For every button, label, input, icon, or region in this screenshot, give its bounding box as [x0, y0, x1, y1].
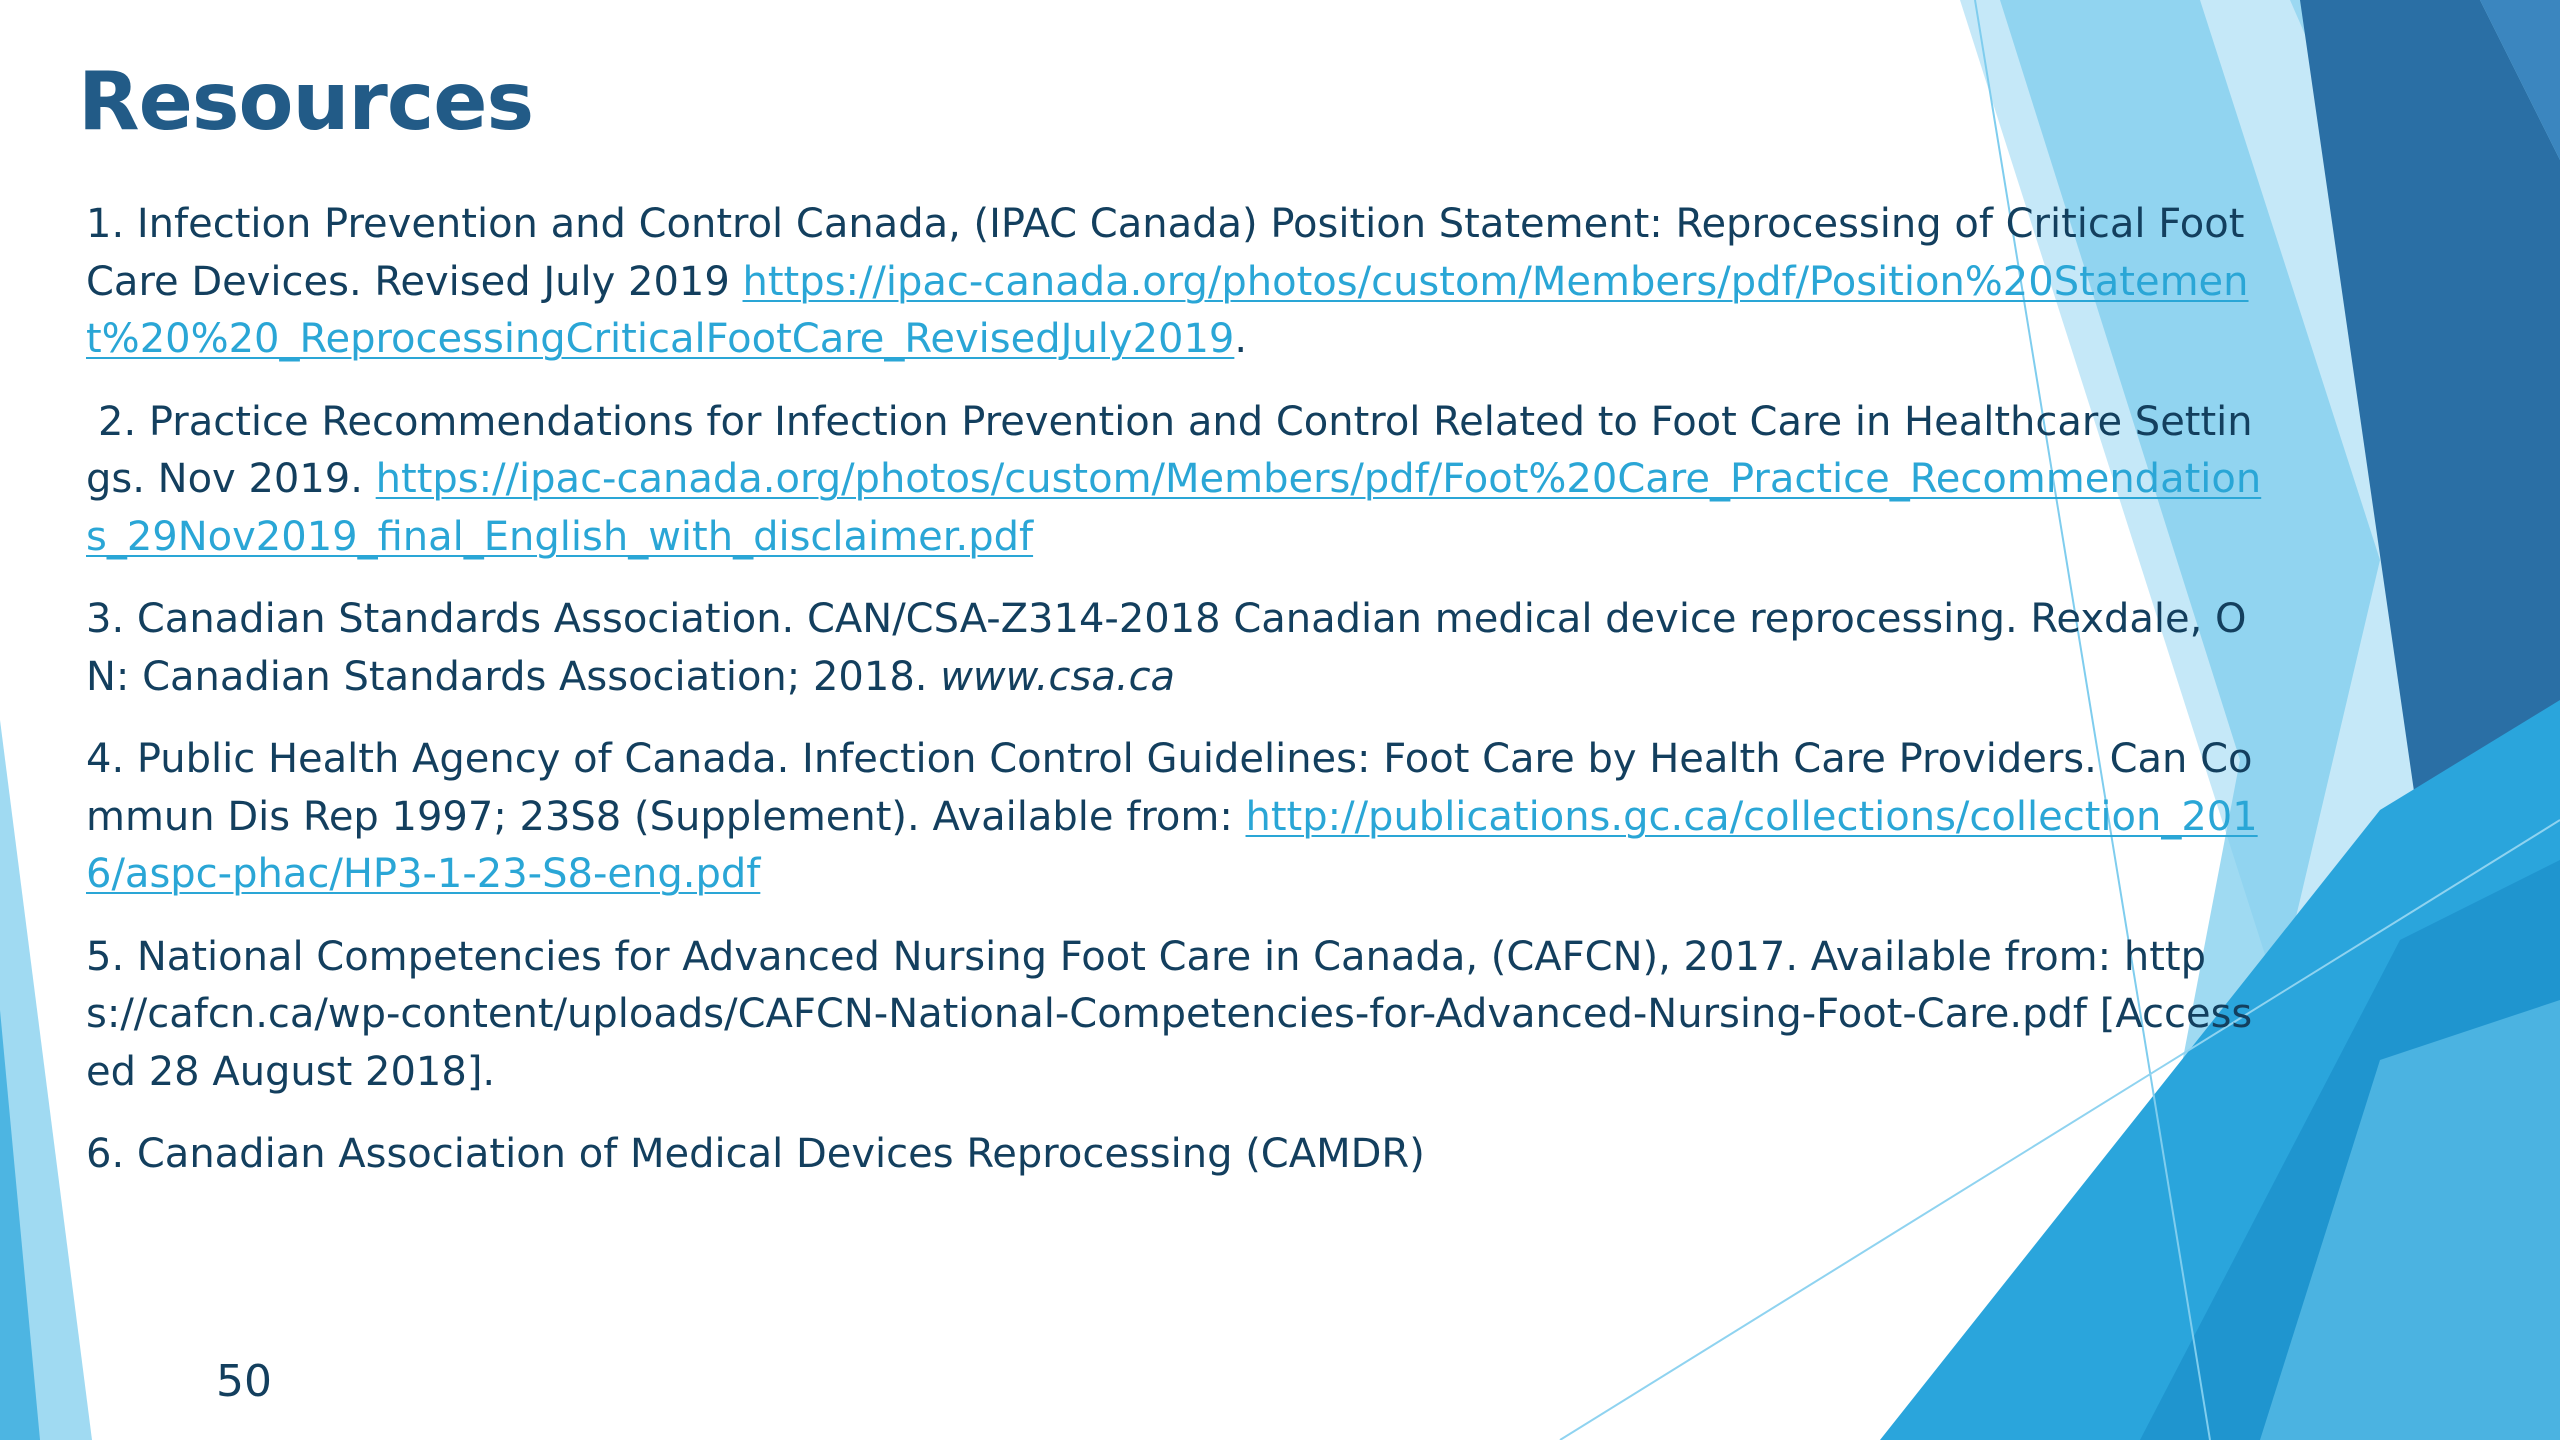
reference-4-link[interactable]: http://publications.gc.ca/collections/collection_2016/aspc-phac/HP3-1-23-S8-eng.pdf	[86, 793, 2258, 897]
reference-5-after: [Accessed 28 August 2018].	[86, 991, 2253, 1095]
reference-3-website: www.csa.ca	[940, 653, 1176, 700]
reference-1-text: 1. Infection Prevention and Control Canada, (IPAC Canada) Position Statement: Reprocessing of Critical Foot Care Devices. Revised July 2019	[86, 201, 2245, 305]
reference-item-2	[86, 394, 2266, 567]
reference-1-link[interactable]: https://ipac-canada.org/photos/custom/Members/pdf/Position%20Statement%20%20_ReprocessingCriticalFootCare_RevisedJuly2019	[86, 258, 2249, 362]
reference-2-link[interactable]: https://ipac-canada.org/photos/custom/Members/pdf/Foot%20Care_Practice_Recommendations_29Nov2019_final_English_with_disclaimer.pdf	[86, 456, 2262, 560]
reference-item-3	[86, 591, 2266, 706]
reference-list	[86, 196, 2266, 1209]
reference-3-text: 3. Canadian Standards Association. CAN/CSA-Z314-2018 Canadian medical device reprocessing. Rexdale, ON: Canadian Standards Association; 2018.	[86, 596, 2247, 700]
reference-item-6	[86, 1126, 2266, 1184]
reference-item-5	[86, 929, 2266, 1102]
reference-6-text: 6. Canadian Association of Medical Devices Reprocessing (CAMDR)	[86, 1131, 1425, 1177]
reference-1-after: .	[1234, 316, 1248, 362]
reference-2-text: 2. Practice Recommendations for Infection Prevention and Control Related to Foot Care in Healthcare Settings. Nov 2019.	[86, 398, 2253, 502]
page-number: 50	[216, 1356, 272, 1407]
reference-item-4	[86, 731, 2266, 904]
reference-5-url: https://cafcn.ca/wp-content/uploads/CAFCN-National-Competencies-for-Advanced-Nursing-Foot-Care.pdf	[86, 933, 2206, 1037]
slide-title: Resources	[78, 55, 534, 148]
reference-5-text: 5. National Competencies for Advanced Nursing Foot Care in Canada, (CAFCN), 2017. Available from:	[86, 933, 2124, 980]
reference-item-1	[86, 196, 2266, 369]
reference-4-text: 4. Public Health Agency of Canada. Infection Control Guidelines: Foot Care by Health Care Providers. Can Commun Dis Rep 1997; 23S8 (Supplement). Available from:	[86, 736, 2253, 840]
